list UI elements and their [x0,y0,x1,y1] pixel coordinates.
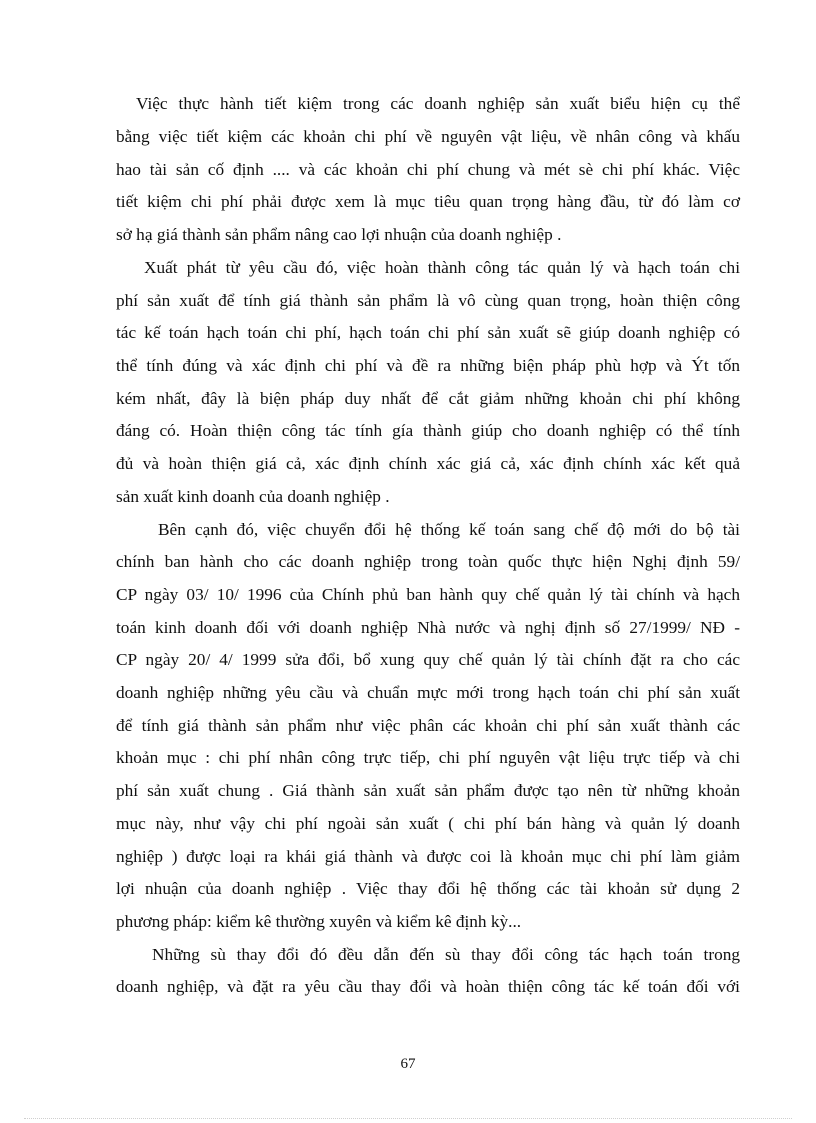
text-line: sản xuất kinh doanh của doanh nghiệp . [116,487,390,506]
text-line: nghiệp ) được loại ra khái giá thành và được coi là khoản mục chi phí làm giảm [116,847,740,866]
text-line: tác kế toán hạch toán chi phí, hạch toán chi phí sản xuất sẽ giúp doanh nghiệp có [116,323,740,342]
text-line: doanh nghiệp, và đặt ra yêu cầu thay đổi và hoàn thiện công tác kế toán đối với [116,977,740,996]
text-line: khoản mục : chi phí nhân công trực tiếp, chi phí nguyên vật liệu trực tiếp và chi [116,748,740,767]
text-line: thể tính đúng và xác định chi phí và đề ra những biện pháp phù hợp và Ýt tốn [116,356,740,375]
text-line: Bên cạnh đó, việc chuyển đổi hệ thống kế toán sang chế độ mới do bộ tài [158,520,740,539]
page-number: 67 [400,1056,416,1072]
text-line: mục này, như vậy chi phí ngoài sản xuất ( chi phí bán hàng và quản lý doanh [116,814,740,833]
text-line: hao tài sản cố định .... và các khoản chi phí chung và mét sè chi phí khác. Việc [116,160,740,179]
text-line: tiết kiệm chi phí phải được xem là mục tiêu quan trọng hàng đầu, từ đó làm cơ [116,192,740,211]
text-line: phương pháp: kiểm kê thường xuyên và kiểm kê định kỳ... [116,912,522,931]
text-line: Xuất phát từ yêu cầu đó, việc hoàn thành công tác quản lý và hạch toán chi [144,258,740,277]
text-line: toán kinh doanh đối với doanh nghiệp Nhà nước và nghị định số 27/1999/ NĐ - [116,618,740,637]
text-line: để tính giá thành sản phẩm như việc phân các khoản chi phí sản xuất thành các [116,716,740,735]
text-line: sở hạ giá thành sản phẩm nâng cao lợi nhuận của doanh nghiệp . [116,225,562,244]
text-line: kém nhất, đây là biện pháp duy nhất để cắt giảm những khoản chi phí không [116,389,740,408]
text-line: doanh nghiệp những yêu cầu và chuẩn mực mới trong hạch toán chi phí sản xuất [116,683,740,702]
text-line: lợi nhuận của doanh nghiệp . Việc thay đổi hệ thống các tài khoản sử dụng 2 [116,879,740,898]
text-line: CP ngày 20/ 4/ 1999 sửa đổi, bổ xung quy chế quản lý tài chính đặt ra cho các [116,650,740,669]
text-line: Những sù thay đổi đó đều dẫn đến sù thay đổi công tác hạch toán trong [152,945,740,964]
text-line: Việc thực hành tiết kiệm trong các doanh nghiệp sản xuất biểu hiện cụ thể [136,94,740,113]
text-line: CP ngày 03/ 10/ 1996 của Chính phủ ban hành quy chế quản lý tài chính và hạch [116,585,740,604]
text-line: đủ và hoàn thiện giá cả, xác định chính xác giá cả, xác định chính xác kết quả [116,454,740,473]
text-line: phí sản xuất để tính giá thành sản phẩm là vô cùng quan trọng, hoàn thiện công [116,291,740,310]
text-line: bằng việc tiết kiệm các khoản chi phí về nguyên vật liệu, về nhân công và khấu [116,127,740,146]
page-bottom-divider [24,1118,792,1119]
text-line: phí sản xuất chung . Giá thành sản xuất sản phẩm được tạo nên từ những khoản [116,781,740,800]
text-line: chính ban hành cho các doanh nghiệp trong toàn quốc thực hiện Nghị định 59/ [116,552,740,571]
text-line: đáng có. Hoàn thiện công tác tính gía thành giúp cho doanh nghiệp có thể tính [116,421,740,440]
